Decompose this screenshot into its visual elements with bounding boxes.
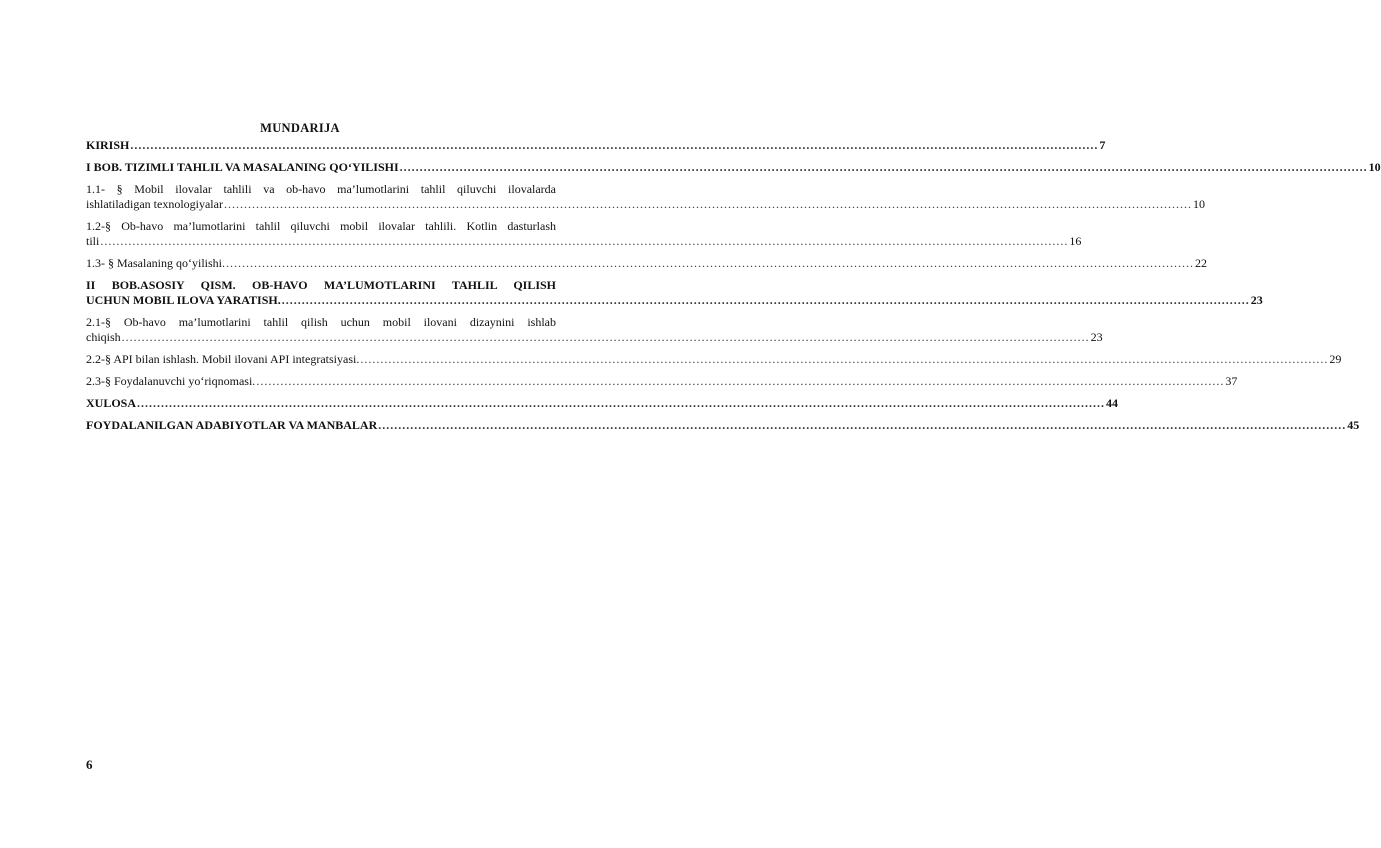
toc-page-number: 16: [1069, 234, 1082, 248]
toc-entry-section-2-3[interactable]: [86, 374, 1238, 389]
toc-entry-text: I BOB. TIZIMLI TAHLIL VA MASALANING QO‘YILISHI: [86, 160, 399, 174]
toc-entry-chapter-2[interactable]: [86, 278, 1263, 308]
toc-entry-text: FOYDALANILGAN ADABIYOTLAR VA MANBALAR: [86, 418, 378, 432]
toc-title: MUNDARIJA: [260, 121, 340, 135]
table-of-contents: [86, 138, 1381, 440]
dot-leader: ..................................................................................................................................................................................................................................................: [121, 330, 1090, 344]
toc-entry-text-line1: 2.1-§ Ob-havo ma’lumotlarini tahlil qilish uchun mobil ilovani dizaynini ishlab: [86, 315, 556, 329]
dot-leader: ..................................................................................................................................................................................................................................................: [137, 396, 1106, 410]
toc-page-number: 22: [1194, 256, 1207, 270]
toc-entry-text: 1.3- § Masalaning qo‘yilishi.: [86, 256, 225, 270]
dot-leader: ..................................................................................................................................................................................................................................................: [378, 418, 1347, 432]
toc-page-number: 45: [1347, 418, 1360, 432]
toc-entry-text-line1: 1.1- § Mobil ilovalar tahlili va ob-havo ma’lumotlarini tahlil qiluvchi ilovalarda: [86, 182, 556, 196]
toc-entry-text: ishlatiladigan texnologiyalar: [86, 197, 223, 211]
toc-page-number: 10: [1368, 160, 1381, 174]
toc-entry-section-1-1[interactable]: [86, 182, 1205, 212]
toc-page-number: 44: [1106, 396, 1119, 410]
dot-leader: ..................................................................................................................................................................................................................................................: [399, 160, 1368, 174]
toc-entry-section-2-1[interactable]: [86, 315, 1103, 345]
toc-page-number: 23: [1090, 330, 1103, 344]
toc-entry-text: 2.3-§ Foydalanuvchi yo‘riqnomasi.: [86, 374, 256, 388]
toc-page-number: 29: [1329, 352, 1342, 366]
toc-entry-text: KIRISH: [86, 138, 130, 152]
toc-page-number: 37: [1225, 374, 1238, 388]
dot-leader: ..................................................................................................................................................................................................................................................: [223, 197, 1192, 211]
toc-entry-section-1-3[interactable]: [86, 256, 1207, 271]
dot-leader: ..................................................................................................................................................................................................................................................: [281, 293, 1250, 307]
toc-page-number: 7: [1099, 138, 1106, 152]
toc-entry-section-1-2[interactable]: [86, 219, 1082, 249]
toc-page-number: 10: [1192, 197, 1205, 211]
toc-entry-references[interactable]: [86, 418, 1360, 433]
toc-entry-text-line1: II BOB.ASOSIY QISM. OB-HAVO MA’LUMOTLARINI TAHLIL QILISH: [86, 278, 556, 292]
toc-page-number: 23: [1250, 293, 1263, 307]
toc-entry-text: XULOSA: [86, 396, 137, 410]
toc-entry-kirish[interactable]: [86, 138, 1106, 153]
toc-entry-section-2-2[interactable]: [86, 352, 1342, 367]
dot-leader: ..................................................................................................................................................................................................................................................: [225, 256, 1194, 270]
dot-leader: ..................................................................................................................................................................................................................................................: [256, 374, 1225, 388]
dot-leader: ..................................................................................................................................................................................................................................................: [100, 234, 1069, 248]
toc-entry-chapter-1[interactable]: [86, 160, 1381, 175]
page-number: 6: [86, 757, 93, 772]
toc-entry-text: 2.2-§ API bilan ishlash. Mobil ilovani API integratsiyasi.: [86, 352, 360, 366]
toc-entry-text-line1: 1.2-§ Ob-havo ma’lumotlarini tahlil qiluvchi mobil ilovalar tahlili. Kotlin dasturlash: [86, 219, 556, 233]
toc-entry-text: UCHUN MOBIL ILOVA YARATISH.: [86, 293, 281, 307]
toc-entry-text: chiqish: [86, 330, 121, 344]
dot-leader: ..................................................................................................................................................................................................................................................: [360, 352, 1329, 366]
toc-entry-text: tili: [86, 234, 100, 248]
dot-leader: ..................................................................................................................................................................................................................................................: [130, 138, 1099, 152]
toc-entry-xulosa[interactable]: [86, 396, 1119, 411]
